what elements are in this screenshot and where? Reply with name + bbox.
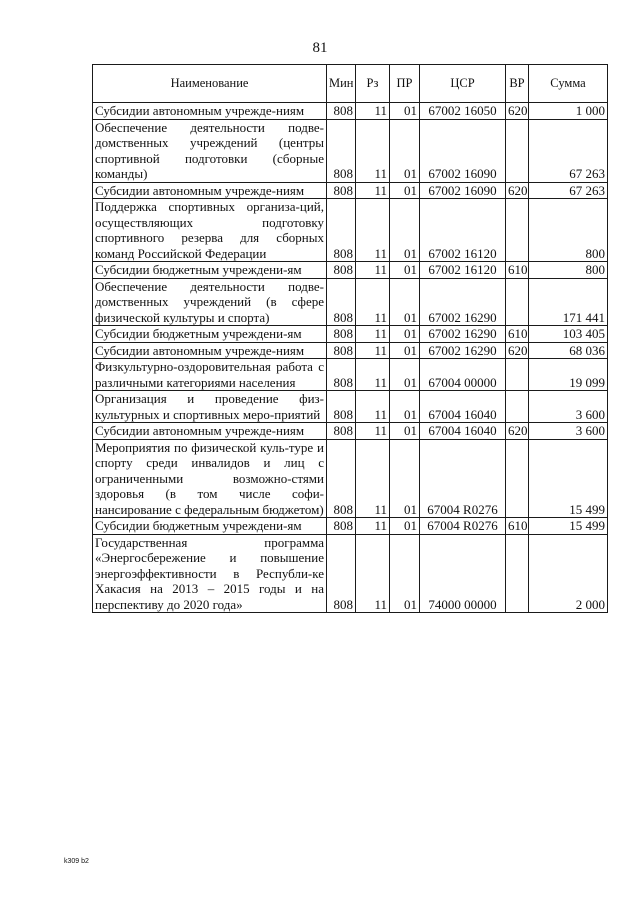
table-row <box>93 423 608 440</box>
cell-name: Физкультурно-оздоровительная работа с различными категориями населения <box>93 359 327 391</box>
budget-table <box>92 64 608 613</box>
cell-csr: 67002 16050 <box>420 103 506 120</box>
cell-rz: 11 <box>356 199 390 262</box>
cell-min: 808 <box>327 518 356 535</box>
cell-sum: 3 600 <box>529 391 608 423</box>
table-row <box>93 103 608 120</box>
header-vr: ВР <box>506 65 529 103</box>
cell-pr: 01 <box>390 423 420 440</box>
cell-name: Обеспечение деятельности подве-домственных учреждений (центры спортивной подготовки (сборные команды) <box>93 119 327 182</box>
table-row <box>93 119 608 182</box>
cell-rz: 11 <box>356 518 390 535</box>
cell-sum: 3 600 <box>529 423 608 440</box>
cell-vr: 610 <box>506 326 529 343</box>
cell-csr: 67004 R0276 <box>420 518 506 535</box>
cell-sum: 1 000 <box>529 103 608 120</box>
cell-min: 808 <box>327 342 356 359</box>
table-row <box>93 182 608 199</box>
cell-pr: 01 <box>390 439 420 518</box>
cell-csr: 74000 00000 <box>420 534 506 613</box>
cell-vr <box>506 534 529 613</box>
table-row <box>93 342 608 359</box>
table-row <box>93 391 608 423</box>
cell-csr: 67004 16040 <box>420 391 506 423</box>
cell-pr: 01 <box>390 119 420 182</box>
table-row <box>93 359 608 391</box>
cell-sum: 67 263 <box>529 119 608 182</box>
table-row <box>93 439 608 518</box>
cell-rz: 11 <box>356 278 390 326</box>
header-csr: ЦСР <box>420 65 506 103</box>
table-row <box>93 534 608 613</box>
cell-vr: 620 <box>506 423 529 440</box>
cell-min: 808 <box>327 326 356 343</box>
cell-sum: 103 405 <box>529 326 608 343</box>
cell-pr: 01 <box>390 518 420 535</box>
header-rz: Рз <box>356 65 390 103</box>
cell-min: 808 <box>327 439 356 518</box>
cell-vr: 620 <box>506 182 529 199</box>
cell-min: 808 <box>327 182 356 199</box>
cell-rz: 11 <box>356 119 390 182</box>
cell-pr: 01 <box>390 182 420 199</box>
cell-rz: 11 <box>356 326 390 343</box>
cell-vr: 610 <box>506 262 529 279</box>
cell-vr: 620 <box>506 342 529 359</box>
cell-min: 808 <box>327 534 356 613</box>
cell-min: 808 <box>327 103 356 120</box>
cell-rz: 11 <box>356 439 390 518</box>
cell-sum: 2 000 <box>529 534 608 613</box>
table-header-row <box>93 65 608 103</box>
cell-name: Субсидии автономным учрежде-ниям <box>93 182 327 199</box>
cell-pr: 01 <box>390 534 420 613</box>
cell-sum: 19 099 <box>529 359 608 391</box>
cell-vr <box>506 439 529 518</box>
cell-csr: 67004 R0276 <box>420 439 506 518</box>
cell-sum: 68 036 <box>529 342 608 359</box>
table-row <box>93 518 608 535</box>
cell-rz: 11 <box>356 391 390 423</box>
cell-name: Субсидии бюджетным учреждени-ям <box>93 262 327 279</box>
cell-vr <box>506 391 529 423</box>
cell-name: Организация и проведение физ-культурных и спортивных меро-приятий <box>93 391 327 423</box>
cell-rz: 11 <box>356 262 390 279</box>
cell-min: 808 <box>327 262 356 279</box>
table-body <box>93 103 608 613</box>
cell-name: Субсидии автономным учрежде-ниям <box>93 342 327 359</box>
cell-vr: 610 <box>506 518 529 535</box>
cell-min: 808 <box>327 359 356 391</box>
cell-pr: 01 <box>390 326 420 343</box>
header-pr: ПР <box>390 65 420 103</box>
cell-pr: 01 <box>390 342 420 359</box>
table-row <box>93 278 608 326</box>
cell-sum: 171 441 <box>529 278 608 326</box>
cell-sum: 800 <box>529 262 608 279</box>
cell-csr: 67002 16090 <box>420 119 506 182</box>
cell-rz: 11 <box>356 103 390 120</box>
cell-pr: 01 <box>390 359 420 391</box>
cell-name: Субсидии бюджетным учреждени-ям <box>93 326 327 343</box>
cell-csr: 67004 16040 <box>420 423 506 440</box>
cell-name: Мероприятия по физической куль-туре и спорту среди инвалидов и лиц с ограниченными возможно-стями здоровья (в том числе софи-нансирование с федеральным бюджетом) <box>93 439 327 518</box>
cell-vr <box>506 359 529 391</box>
cell-vr: 620 <box>506 103 529 120</box>
cell-name: Государственная программа «Энергосбережение и повышение энергоэффективности в Республи-ке Хакасия на 2013 – 2015 годы и на перспективу до 2020 года» <box>93 534 327 613</box>
table-row <box>93 199 608 262</box>
cell-pr: 01 <box>390 199 420 262</box>
cell-rz: 11 <box>356 534 390 613</box>
cell-min: 808 <box>327 391 356 423</box>
cell-rz: 11 <box>356 359 390 391</box>
cell-csr: 67002 16290 <box>420 278 506 326</box>
cell-csr: 67002 16290 <box>420 326 506 343</box>
cell-rz: 11 <box>356 342 390 359</box>
cell-name: Субсидии автономным учрежде-ниям <box>93 103 327 120</box>
cell-min: 808 <box>327 278 356 326</box>
cell-sum: 15 499 <box>529 439 608 518</box>
cell-sum: 15 499 <box>529 518 608 535</box>
cell-pr: 01 <box>390 103 420 120</box>
page-number: 81 <box>312 40 328 56</box>
cell-rz: 11 <box>356 182 390 199</box>
cell-name: Обеспечение деятельности подве-домственных учреждений (в сфере физической культуры и спорта) <box>93 278 327 326</box>
header-name: Наименование <box>93 65 327 103</box>
cell-vr <box>506 199 529 262</box>
cell-pr: 01 <box>390 278 420 326</box>
cell-pr: 01 <box>390 391 420 423</box>
footer-code: k309 b2 <box>64 858 89 865</box>
cell-min: 808 <box>327 119 356 182</box>
cell-csr: 67004 00000 <box>420 359 506 391</box>
cell-vr <box>506 278 529 326</box>
cell-name: Поддержка спортивных организа-ций, осуществляющих подготовку спортивного резерва для сборных команд Российской Федерации <box>93 199 327 262</box>
cell-csr: 67002 16090 <box>420 182 506 199</box>
table-row <box>93 326 608 343</box>
cell-csr: 67002 16120 <box>420 199 506 262</box>
cell-sum: 800 <box>529 199 608 262</box>
cell-name: Субсидии бюджетным учреждени-ям <box>93 518 327 535</box>
cell-csr: 67002 16290 <box>420 342 506 359</box>
cell-name: Субсидии автономным учрежде-ниям <box>93 423 327 440</box>
cell-vr <box>506 119 529 182</box>
cell-pr: 01 <box>390 262 420 279</box>
cell-min: 808 <box>327 199 356 262</box>
cell-rz: 11 <box>356 423 390 440</box>
header-min: Мин <box>327 65 356 103</box>
header-sum: Сумма <box>529 65 608 103</box>
cell-sum: 67 263 <box>529 182 608 199</box>
table-row <box>93 262 608 279</box>
cell-min: 808 <box>327 423 356 440</box>
cell-csr: 67002 16120 <box>420 262 506 279</box>
